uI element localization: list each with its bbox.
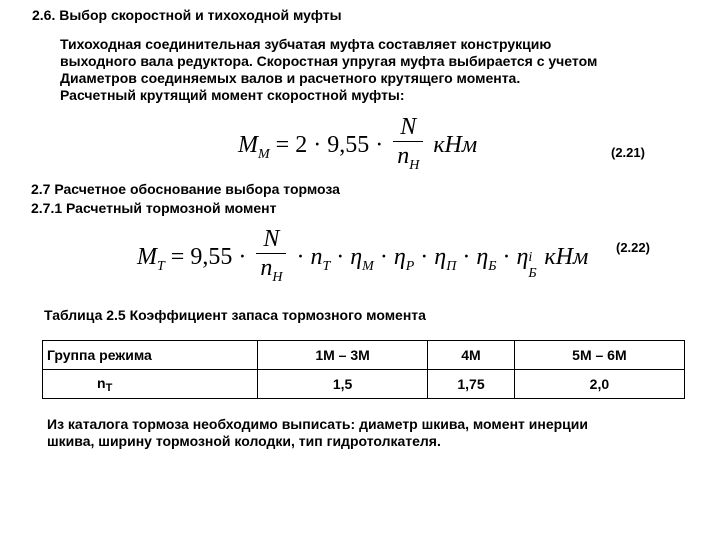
table-row-label: $n_T$ — [43, 370, 258, 399]
formula-fraction — [393, 114, 423, 179]
paragraph-line: выходного вала редуктора. Скоростная упругая муфта выбирается с учетом — [60, 53, 598, 69]
table-header-cell: 1М – 3М — [258, 341, 428, 370]
footer-paragraph — [47, 416, 588, 450]
table-caption: Таблица 2.5 Коэффициент запаса тормозного момента — [44, 307, 426, 323]
formula-equals: = — [275, 132, 290, 159]
formula-lhs-subscript: M — [258, 147, 270, 163]
formula-2-22: $M_T = 9,55$ · $\frac{N}{n_H}$ · $n_T \cdot \eta_M \cdot \eta_P \cdot \eta_П \cdot \eta_Б \cdot \eta$ i Б кНм — [137, 226, 588, 291]
table-header-row — [43, 341, 685, 370]
paragraph-line: Расчетный крутящий момент скоростной муфты: — [60, 87, 405, 103]
formula-equals: = 9,55 · — [170, 244, 247, 271]
fraction-numerator: N — [393, 114, 423, 142]
formula-coefficient: 2 · 9,55 · — [295, 132, 384, 159]
formula-n: n — [310, 244, 323, 271]
formula-eta-m: η — [350, 244, 363, 271]
formula-eta-b-power: η — [516, 244, 529, 271]
section-2-7-heading: 2.7 Расчетное обоснование выбора тормоза — [31, 181, 340, 197]
fraction-numerator: N — [256, 226, 286, 254]
paragraph-line: Тихоходная соединительная зубчатая муфта составляет конструкцию — [60, 36, 552, 52]
formula-dot: · — [462, 244, 471, 271]
formula-2-21 — [238, 114, 477, 179]
table-header-cell: 4М — [428, 341, 515, 370]
paragraph-line: Из каталога тормоза необходимо выписать: диаметр шкива, момент инерции — [47, 416, 588, 432]
formula-unit: кНм — [433, 132, 478, 159]
table-cell: 1,5 — [258, 370, 428, 399]
equation-number: (2.22) — [616, 240, 650, 255]
section-2-6-heading: 2.6. Выбор скоростной и тихоходной муфты — [32, 7, 342, 23]
formula-fraction — [256, 226, 286, 291]
formula-lhs: M — [137, 244, 157, 271]
table-header-cell: 5М – 6М — [514, 341, 684, 370]
equation-number: (2.21) — [611, 145, 645, 160]
formula-dot: · — [502, 244, 511, 271]
section-2-7-1-heading: 2.7.1 Расчетный тормозной момент — [31, 200, 277, 216]
fraction-denominator: $n_H$ — [397, 143, 420, 173]
paragraph-line: Диаметров соединяемых валов и расчетного крутящего момента. — [60, 70, 521, 86]
table-header-cell: Группа режима — [43, 341, 258, 370]
formula-dot: · — [336, 244, 345, 271]
formula-eta-pi: η — [434, 244, 447, 271]
formula-lhs-subscript: T — [157, 259, 165, 275]
table-row — [43, 370, 685, 399]
formula-unit: кНм — [544, 244, 589, 271]
formula-dot: · — [379, 244, 388, 271]
formula-lhs: M — [238, 132, 258, 159]
section-2-6-paragraph — [60, 36, 597, 104]
formula-dot: · — [420, 244, 429, 271]
fraction-denominator: $n_H$ — [260, 255, 283, 285]
formula-dot: · — [296, 244, 305, 271]
table-cell: 2,0 — [514, 370, 684, 399]
formula-eta-p: η — [393, 244, 406, 271]
formula-eta-b: η — [476, 244, 489, 271]
table-cell: 1,75 — [428, 370, 515, 399]
brake-coefficient-table — [42, 340, 685, 399]
paragraph-line: шкива, ширину тормозной колодки, тип гидротолкателя. — [47, 433, 441, 449]
